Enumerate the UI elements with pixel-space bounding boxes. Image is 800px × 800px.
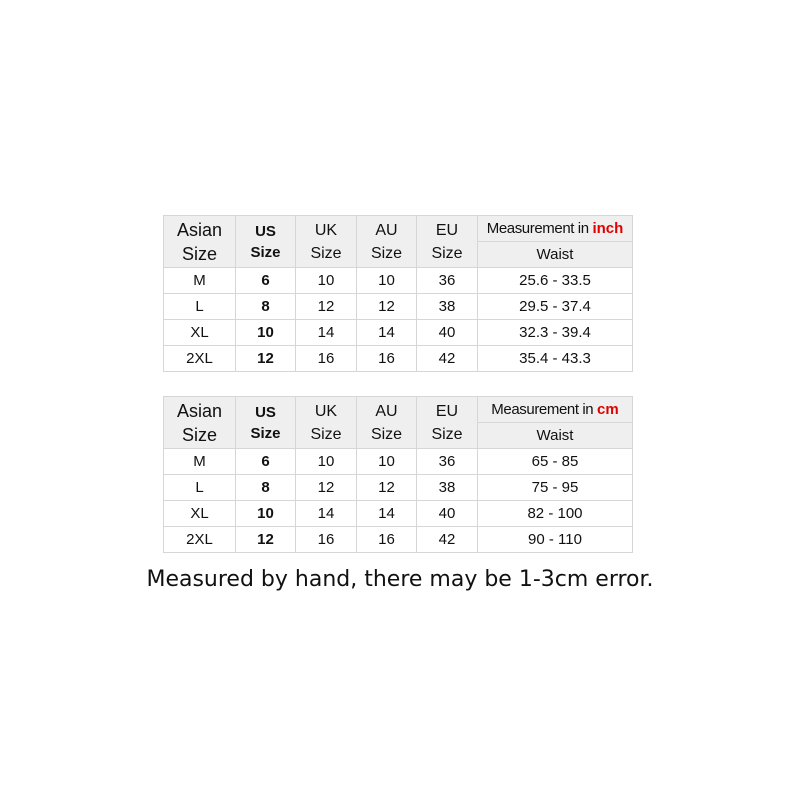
header-eu-line1: EU xyxy=(435,402,459,420)
table-row xyxy=(164,475,633,501)
size-chart-inch xyxy=(163,215,633,372)
table-row xyxy=(164,346,633,372)
cell-uk-size: 12 xyxy=(296,294,357,320)
cell-eu-size: 38 xyxy=(417,294,478,320)
header-asian-line2: Size xyxy=(181,424,217,445)
cell-au-size: 14 xyxy=(357,320,417,346)
header-measurement xyxy=(478,397,633,423)
header-row xyxy=(164,216,633,242)
header-asian-size xyxy=(164,216,236,268)
cell-uk-size: 14 xyxy=(296,320,357,346)
cell-asian-size: XL xyxy=(164,501,236,527)
header-uk-size xyxy=(296,397,357,449)
size-chart-cm xyxy=(163,396,633,553)
cell-waist: 29.5 - 37.4 xyxy=(478,294,633,320)
cell-uk-size: 16 xyxy=(296,346,357,372)
header-au-size xyxy=(357,216,417,268)
table-row xyxy=(164,449,633,475)
cell-uk-size: 16 xyxy=(296,527,357,553)
cell-uk-size: 14 xyxy=(296,501,357,527)
cell-us-size: 12 xyxy=(236,527,296,553)
header-row xyxy=(164,397,633,423)
cell-us-size: 6 xyxy=(236,449,296,475)
cell-eu-size: 42 xyxy=(417,527,478,553)
header-waist: Waist xyxy=(478,242,633,268)
cell-uk-size: 10 xyxy=(296,268,357,294)
cell-uk-size: 12 xyxy=(296,475,357,501)
cell-us-size: 6 xyxy=(236,268,296,294)
cell-waist: 82 - 100 xyxy=(478,501,633,527)
header-uk-line1: UK xyxy=(314,221,338,239)
header-uk-size xyxy=(296,216,357,268)
cell-asian-size: 2XL xyxy=(164,527,236,553)
header-us-line1: US xyxy=(255,403,276,421)
header-au-line1: AU xyxy=(375,402,398,420)
cell-us-size: 8 xyxy=(236,475,296,501)
cell-us-size: 8 xyxy=(236,294,296,320)
header-eu-line2: Size xyxy=(431,425,463,443)
cell-au-size: 16 xyxy=(357,527,417,553)
table-row xyxy=(164,320,633,346)
measurement-note: Measured by hand, there may be 1-3cm error. xyxy=(146,567,654,592)
cell-asian-size: M xyxy=(164,268,236,294)
cell-eu-size: 36 xyxy=(417,268,478,294)
cell-us-size: 10 xyxy=(236,320,296,346)
header-us-size xyxy=(236,397,296,449)
header-uk-line1: UK xyxy=(314,402,338,420)
header-us-line1: US xyxy=(255,222,276,240)
cell-uk-size: 10 xyxy=(296,449,357,475)
header-au-line2: Size xyxy=(370,425,403,443)
table-row xyxy=(164,294,633,320)
measurement-unit: cm xyxy=(597,400,619,418)
header-eu-line1: EU xyxy=(435,221,459,239)
header-au-line2: Size xyxy=(370,244,403,262)
measurement-label: Measurement in xyxy=(486,219,593,237)
cell-waist: 75 - 95 xyxy=(478,475,633,501)
header-us-line2: Size xyxy=(250,243,281,261)
cell-asian-size: L xyxy=(164,475,236,501)
cell-asian-size: 2XL xyxy=(164,346,236,372)
header-uk-line2: Size xyxy=(310,244,342,262)
cell-au-size: 16 xyxy=(357,346,417,372)
header-uk-line2: Size xyxy=(310,425,342,443)
cell-us-size: 10 xyxy=(236,501,296,527)
header-waist: Waist xyxy=(478,423,633,449)
cell-au-size: 14 xyxy=(357,501,417,527)
header-au-line1: AU xyxy=(375,221,398,239)
measurement-unit: inch xyxy=(592,219,624,237)
cell-asian-size: L xyxy=(164,294,236,320)
header-us-size xyxy=(236,216,296,268)
cell-eu-size: 38 xyxy=(417,475,478,501)
cell-us-size: 12 xyxy=(236,346,296,372)
header-asian-line2: Size xyxy=(181,243,217,264)
cell-eu-size: 40 xyxy=(417,501,478,527)
cell-waist: 32.3 - 39.4 xyxy=(478,320,633,346)
header-asian-line1: Asian xyxy=(176,219,223,240)
measurement-label: Measurement in xyxy=(491,400,598,418)
cell-waist: 25.6 - 33.5 xyxy=(478,268,633,294)
cell-asian-size: M xyxy=(164,449,236,475)
cell-au-size: 12 xyxy=(357,294,417,320)
header-au-size xyxy=(357,397,417,449)
table-row xyxy=(164,268,633,294)
cell-au-size: 12 xyxy=(357,475,417,501)
cell-waist: 90 - 110 xyxy=(478,527,633,553)
cell-waist: 35.4 - 43.3 xyxy=(478,346,633,372)
cell-au-size: 10 xyxy=(357,268,417,294)
header-eu-line2: Size xyxy=(431,244,463,262)
header-asian-size xyxy=(164,397,236,449)
cell-waist: 65 - 85 xyxy=(478,449,633,475)
cell-asian-size: XL xyxy=(164,320,236,346)
header-measurement xyxy=(478,216,633,242)
header-eu-size xyxy=(417,397,478,449)
cell-au-size: 10 xyxy=(357,449,417,475)
table-row xyxy=(164,501,633,527)
header-eu-size xyxy=(417,216,478,268)
cell-eu-size: 40 xyxy=(417,320,478,346)
table-row xyxy=(164,527,633,553)
header-us-line2: Size xyxy=(250,424,281,442)
cell-eu-size: 36 xyxy=(417,449,478,475)
header-asian-line1: Asian xyxy=(176,400,223,421)
cell-eu-size: 42 xyxy=(417,346,478,372)
